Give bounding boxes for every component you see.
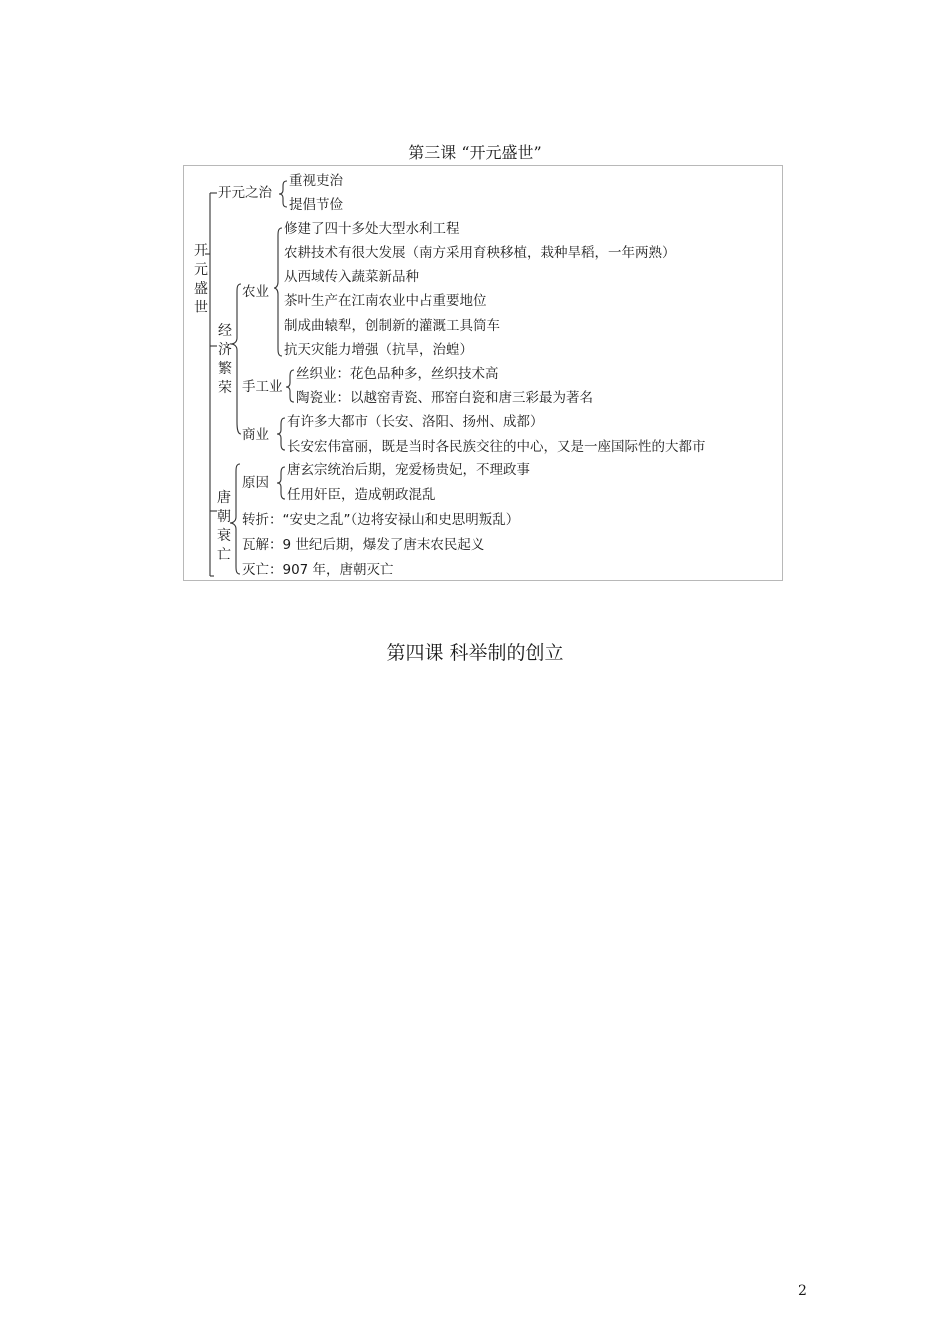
page-number: 2: [798, 1283, 807, 1299]
brace-agriculture: [274, 228, 282, 356]
brace-kaiyuan: [279, 181, 287, 207]
agriculture-item: 茶叶生产在江南农业中占重要地位: [284, 293, 487, 309]
branch-economy-label: 经济繁荣: [218, 323, 232, 396]
branch-kaiyuan-label: 开元之治: [218, 185, 272, 201]
outline-root-label: 开元盛世: [194, 243, 208, 316]
decline-cause-label: 原因: [242, 475, 269, 491]
agriculture-item: 修建了四十多处大型水利工程: [284, 221, 460, 237]
cause-item: 唐玄宗统治后期，宠爱杨贵妃，不理政事: [287, 462, 530, 478]
decline-fall: 灭亡：907 年，唐朝灭亡: [242, 562, 394, 578]
brace-handicraft: [286, 370, 294, 402]
commerce-item: 有许多大都市（长安、洛阳、扬州、成都）: [287, 414, 544, 430]
kaiyuan-item: 提倡节俭: [289, 197, 343, 213]
commerce-item: 长安宏伟富丽，既是当时各民族交往的中心，又是一座国际性的大都市: [287, 439, 706, 455]
economy-agriculture-label: 农业: [242, 284, 269, 300]
branch-decline-label: 唐朝衰亡: [217, 490, 231, 563]
decline-turning-point: 转折：“安史之乱”（边将安禄山和史思明叛乱）: [242, 512, 520, 528]
agriculture-item: 从西域传入蔬菜新品种: [284, 269, 419, 285]
cause-item: 任用奸臣，造成朝政混乱: [287, 487, 436, 503]
economy-commerce-label: 商业: [242, 427, 269, 443]
brace-commerce: [277, 418, 285, 450]
decline-collapse: 瓦解：9 世纪后期，爆发了唐末农民起义: [242, 537, 485, 553]
economy-handicraft-label: 手工业: [242, 379, 283, 395]
brace-cause: [277, 467, 285, 499]
lesson-4-title: 第四课 科举制的创立: [386, 642, 564, 664]
handicraft-item: 丝织业：花色品种多，丝织技术高: [296, 366, 499, 382]
knowledge-outline: [183, 165, 783, 581]
agriculture-item: 制成曲辕犁，创制新的灌溉工具筒车: [284, 318, 500, 334]
agriculture-item: 抗天灾能力增强（抗旱，治蝗）: [284, 342, 473, 358]
handicraft-item: 陶瓷业：以越窑青瓷、邢窑白瓷和唐三彩最为著名: [296, 390, 593, 406]
lesson-3-title: 第三课 “开元盛世”: [408, 143, 542, 162]
kaiyuan-item: 重视吏治: [289, 173, 343, 189]
agriculture-item: 农耕技术有很大发展（南方采用育秧移植，栽种旱稻，一年两熟）: [284, 245, 676, 261]
